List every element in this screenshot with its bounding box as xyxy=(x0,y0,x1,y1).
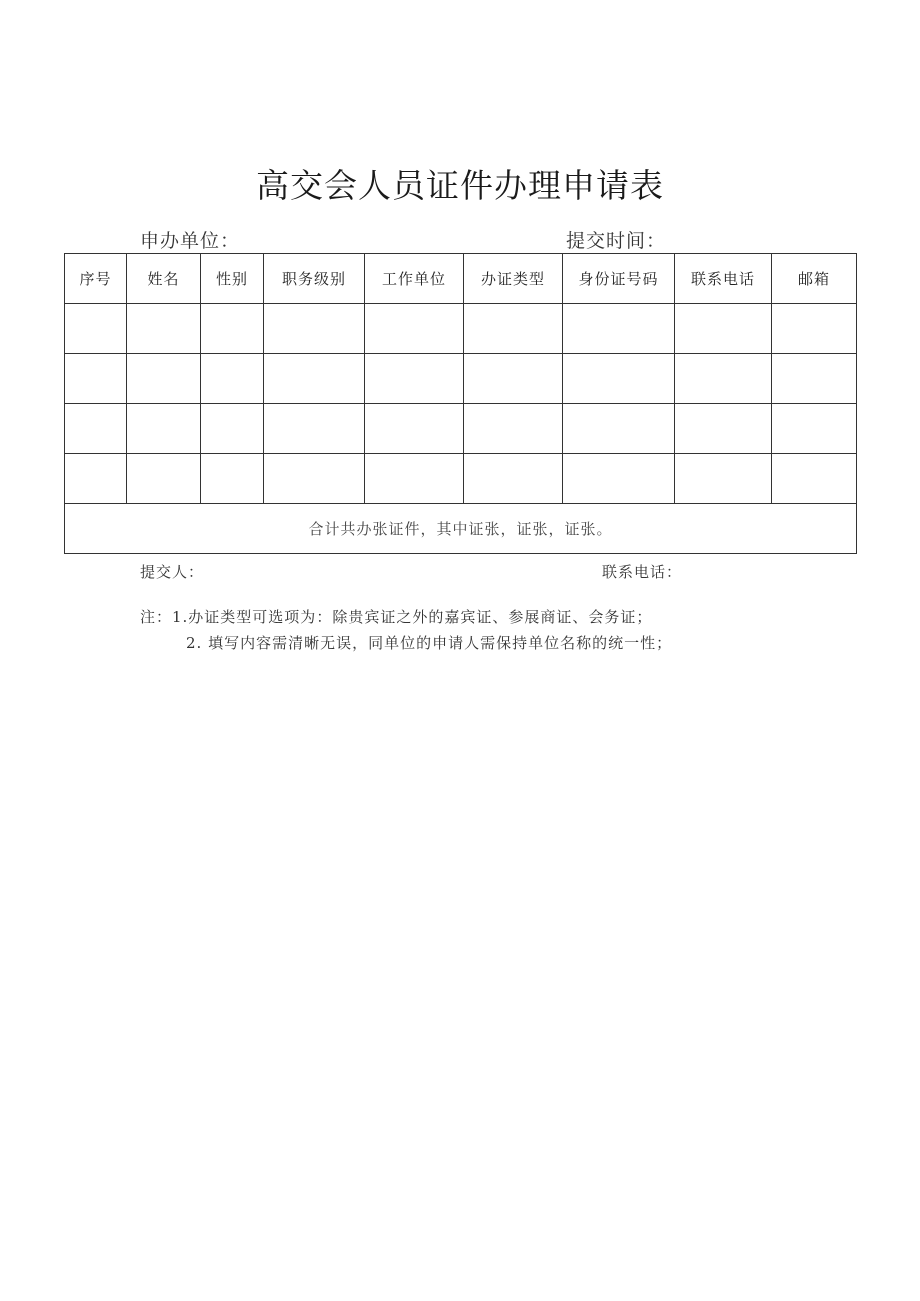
table-cell[interactable] xyxy=(65,404,127,454)
table-cell[interactable] xyxy=(675,404,772,454)
summary-text: 合计共办张证件，其中证张，证张，证张。 xyxy=(65,504,857,554)
header-email: 邮箱 xyxy=(772,254,857,304)
table-cell[interactable] xyxy=(127,304,201,354)
table-row xyxy=(65,304,857,354)
table-cell[interactable] xyxy=(772,454,857,504)
table-cell[interactable] xyxy=(201,404,264,454)
note-line-2: 2. 填写内容需清晰无误，同单位的申请人需保持单位名称的统一性； xyxy=(186,634,673,652)
header-work-unit: 工作单位 xyxy=(365,254,464,304)
table-cell[interactable] xyxy=(264,404,365,454)
table-cell[interactable] xyxy=(201,454,264,504)
table-cell[interactable] xyxy=(264,454,365,504)
table-cell[interactable] xyxy=(365,454,464,504)
table-cell[interactable] xyxy=(675,354,772,404)
header-id-number: 身份证号码 xyxy=(563,254,675,304)
table-cell[interactable] xyxy=(772,304,857,354)
table-cell[interactable] xyxy=(772,354,857,404)
table-header-row xyxy=(65,254,857,304)
table-cell[interactable] xyxy=(365,354,464,404)
table-cell[interactable] xyxy=(675,454,772,504)
summary-row xyxy=(65,504,857,554)
table-cell[interactable] xyxy=(127,454,201,504)
table-cell[interactable] xyxy=(127,354,201,404)
table-cell[interactable] xyxy=(365,304,464,354)
table-cell[interactable] xyxy=(65,354,127,404)
table-cell[interactable] xyxy=(65,454,127,504)
contact-phone-label: 联系电话： xyxy=(602,563,683,581)
application-table xyxy=(64,253,857,554)
header-seq: 序号 xyxy=(65,254,127,304)
table-row xyxy=(65,404,857,454)
table-cell[interactable] xyxy=(563,404,675,454)
header-phone: 联系电话 xyxy=(675,254,772,304)
form-title: 高交会人员证件办理申请表 xyxy=(256,166,664,205)
submitter-label: 提交人： xyxy=(140,563,205,581)
header-cert-type: 办证类型 xyxy=(464,254,563,304)
table-cell[interactable] xyxy=(127,404,201,454)
table-row xyxy=(65,354,857,404)
table-cell[interactable] xyxy=(264,354,365,404)
table-cell[interactable] xyxy=(464,454,563,504)
table-cell[interactable] xyxy=(464,404,563,454)
table-cell[interactable] xyxy=(675,304,772,354)
table-cell[interactable] xyxy=(201,354,264,404)
header-position: 职务级别 xyxy=(264,254,365,304)
applicant-unit-label: 申办单位： xyxy=(140,230,241,252)
table-cell[interactable] xyxy=(464,354,563,404)
note-line-1: 注：1.办证类型可选项为：除贵宾证之外的嘉宾证、参展商证、会务证； xyxy=(140,608,653,626)
header-gender: 性别 xyxy=(201,254,264,304)
table-cell[interactable] xyxy=(772,404,857,454)
table-cell[interactable] xyxy=(563,304,675,354)
table-cell[interactable] xyxy=(264,304,365,354)
table-cell[interactable] xyxy=(365,404,464,454)
table-cell[interactable] xyxy=(563,354,675,404)
table-cell[interactable] xyxy=(201,304,264,354)
header-name: 姓名 xyxy=(127,254,201,304)
submit-time-label: 提交时间： xyxy=(566,230,667,252)
table-cell[interactable] xyxy=(563,454,675,504)
table-cell[interactable] xyxy=(65,304,127,354)
table-cell[interactable] xyxy=(464,304,563,354)
table-row xyxy=(65,454,857,504)
